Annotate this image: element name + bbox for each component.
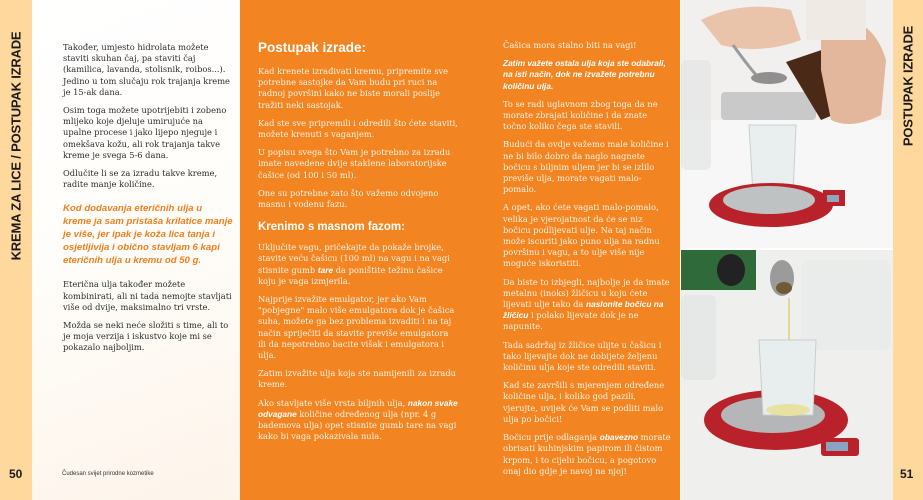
paragraph-spoon xyxy=(503,277,671,333)
scale-display xyxy=(827,195,839,202)
glass-jar xyxy=(681,60,711,170)
sleeve xyxy=(806,0,866,40)
left-page-text xyxy=(63,42,233,361)
emphasis: tare xyxy=(317,264,334,275)
subheading: Krenimo s masnom fazom: xyxy=(258,221,405,234)
text: da poništite težinu čašice koju je vaga izmjerila. xyxy=(258,264,443,286)
oil-in-beaker xyxy=(766,404,810,416)
book-title-footer: Čudesan svijet prirodne kozmetike xyxy=(62,471,154,477)
spoon-bowl xyxy=(751,72,787,84)
text: i polako lijevate dok je ne napunite. xyxy=(503,310,639,332)
emphasis: obavezno xyxy=(599,432,639,443)
paragraph-nakon xyxy=(258,398,458,443)
text: Ako stavljate više vrsta biljnih ulja, xyxy=(258,397,408,408)
left-side-title: KREMA ZA LICE / POSTUPAK IZRADE xyxy=(8,31,24,261)
paragraph-obavezno xyxy=(503,432,671,477)
text: Da biste to izbjegli, najbolje je da imate metalnu (inoks) žličicu u koju ćete lijevati ulje tako da xyxy=(503,276,670,310)
paragraph: Eterična ulja također možete kombinirati, ali ni tada nemojte stavljati više od dvije, maksimalno tri vrste. xyxy=(63,279,232,312)
right-column xyxy=(503,40,671,484)
scale-display xyxy=(826,442,848,451)
paragraph: Tada sadržaj iz žličice ulijte u čašicu i tako lijevajte dok ne dobijete željenu količinu ulja koje ste odredili staviti. xyxy=(503,339,662,373)
scale-plate xyxy=(723,186,815,214)
paragraph: Možda se neki neće složiti s time, ali to je moja verzija i iskustvo koje mi se pokazalo najboljim. xyxy=(63,320,229,353)
photo-illustration xyxy=(681,250,893,500)
paragraph: A opet, ako ćete vagati malo-pomalo, velika je vjerojatnost da će se niz bočicu podlijevati ulje. Na taj način može iscuriti jako puno ulja na radnu površinu i vagu, a to ulje više nije moguće iskoristiti. xyxy=(503,202,660,269)
paragraph: One su potrebne zato što važemo odvojeno masnu i vodenu fazu. xyxy=(258,187,439,210)
paragraph: Kad krenete izrađivati kremu, pripremite sve potrebne sastojke da Vam budu pri ruci na radnoj površini kako ne biste morali poslije tražiti neki sastojak. xyxy=(258,66,449,110)
paragraph: U popisu svega što Vam je potrebno za izradu imate navedene dvije staklene laboratorijske čašice (od 100 i 50 ml). xyxy=(258,147,451,180)
background-scale xyxy=(721,92,816,120)
black-knob xyxy=(717,254,745,286)
paragraph: Kad ste završili s mjerenjem određene količine ulja, i koliko god pazili, vjerujte, uvijek će Vam se podliti malo ulja po bočici! xyxy=(503,380,665,424)
middle-column xyxy=(258,40,458,449)
glass-jar xyxy=(681,295,716,380)
photo-illustration xyxy=(681,0,893,248)
paragraph-tare xyxy=(258,242,458,287)
paragraph: Budući da ovdje važemo male količine i ne bi bilo dobro da naglo nagnete bočicu s biljnim uljem jer bi se izlilo previše ulja, morate vagati malo-pomalo. xyxy=(503,139,669,195)
highlight-quote: Kod dodavanja eteričnih ulja u kreme ja sam pristaša krilatice manje je više, jer ipak je koža lica tanja i osjetljivija i obično stavljam 6 kapi eteričnih ulja u kremu od 50 g. xyxy=(63,203,233,267)
text: Uključite vagu, pričekajte da pokaže brojke, stavite veću čašicu (100 ml) na vagu i na vagi stisnite gumb xyxy=(258,242,450,275)
lead-paragraph: Zatim važete ostala ulja koja ste odabrali, na isti način, dok ne izvažete potrebnu količinu ulja. xyxy=(503,58,666,91)
paragraph: Kad ste sve pripremili i odredili što ćete staviti, možete krenuti s vaganjem. xyxy=(258,117,458,140)
page-number-right: 51 xyxy=(900,467,914,481)
page-number-left: 50 xyxy=(9,467,23,481)
oil-in-spoon xyxy=(776,282,792,294)
glass-jars-back xyxy=(801,260,891,350)
paragraph: Čašica mora stalno biti na vagi! xyxy=(503,40,637,50)
paragraph: Najprije izvažite emulgator, jer ako Vam "pobjegne" malo više emulgatora dok je čašica suha, možete ga bez problema izvaditi i na taj način spriječiti da stavite previše emulgatora ili da nepotrebno bacite višak i emulgatora i ulja. xyxy=(258,294,455,361)
emphasis: nakon svake odvagane xyxy=(258,397,458,419)
paragraph: Odlučite li se za izradu takve kreme, radite manje količine. xyxy=(63,168,218,190)
pouring-oil-photo xyxy=(681,0,893,248)
section-heading: Postupak izrade: xyxy=(258,40,367,55)
beaker xyxy=(759,340,816,415)
text: Bočicu prije odlaganja xyxy=(503,432,600,443)
right-side-title: POSTUPAK IZRADE xyxy=(900,25,916,147)
paragraph: Zatim izvažite ulja koja ste namijenili za izradu kreme. xyxy=(258,368,457,390)
emphasis: naslonite bočicu na žličicu xyxy=(503,299,664,321)
paragraph: To se radi uglavnom zbog toga da ne morate zbrajati količine i da znate točno koliko čega ste stavili. xyxy=(503,98,658,132)
dripping-oil-photo xyxy=(681,250,893,500)
text: količine određenog ulja (npr. 4 g bademova ulja) opet stisnite gumb tare na vagi kako bi vaga pokazivala nula. xyxy=(258,408,457,442)
paragraph: Osim toga možete upotrijebiti i zobeno mlijeko koje djeluje umirujuće na upalne procese i jako lijepo njeguje i omekšava kožu, ali rok trajanja takve kreme je svega 5-6 dana. xyxy=(63,105,227,160)
text: morate obrisati kuhinjskim papirom ili čistom krpom, i to cijelu bočicu, a pogotovo onaj dio gdje je navoj na njoj! xyxy=(503,432,671,476)
paragraph: Također, umjesto hidrolata možete staviti skuhan čaj, pa staviti čaj (kamilica, lavanda, stolisnik, roibos...). Jedino u tom slučaju rok trajanja kreme je 15-ak dana. xyxy=(63,42,230,97)
